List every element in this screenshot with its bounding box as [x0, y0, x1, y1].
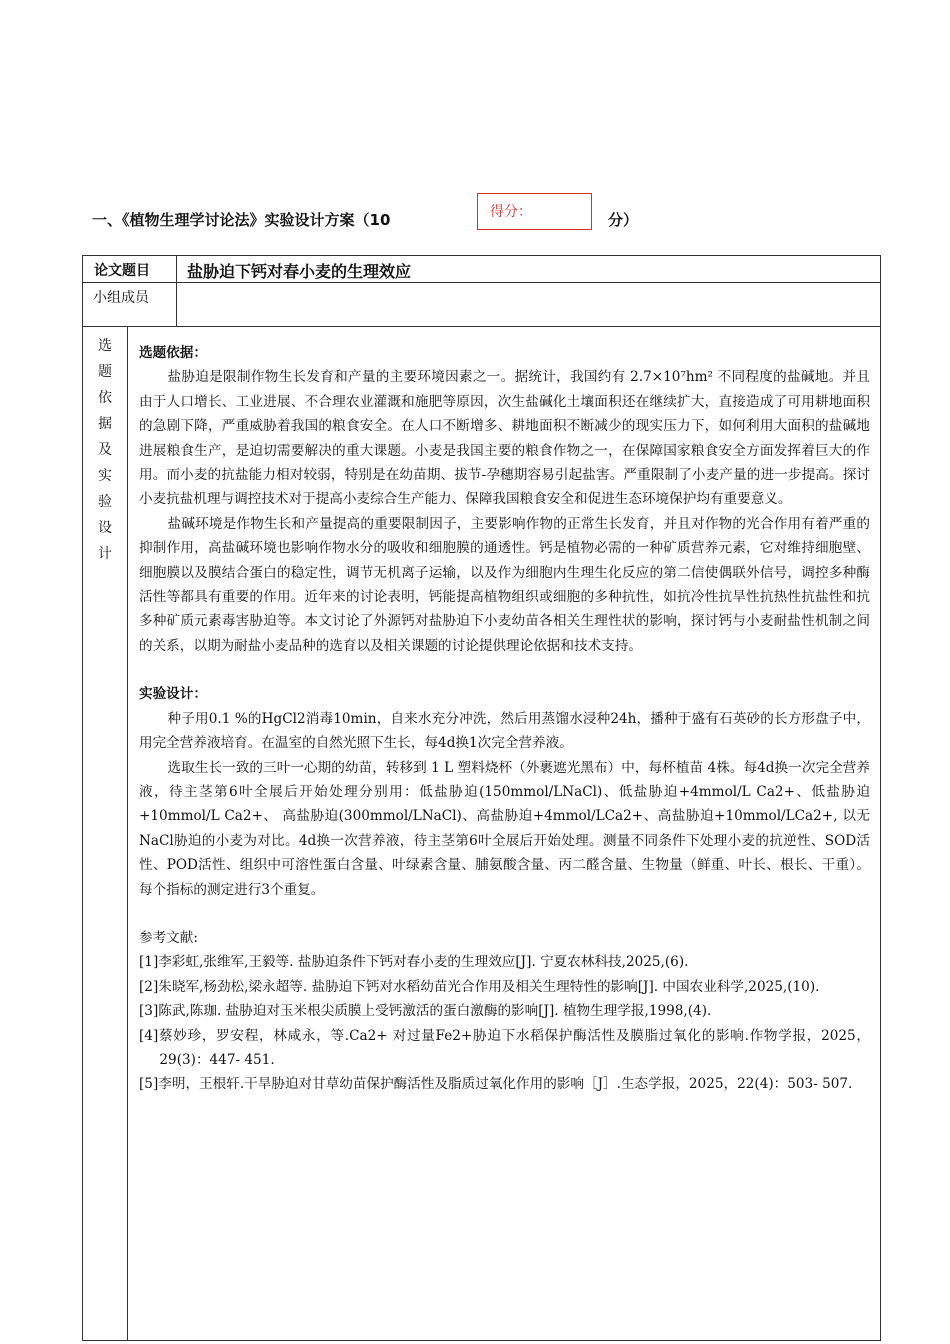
score-box[interactable]: [477, 193, 592, 230]
members-value: [177, 283, 880, 287]
reference-item: [2]朱晓军,杨劲松,梁永超等. 盐胁迫下钙对水稻幼苗光合作用及相关生理特性的影响[J]. 中国农业科学,2025,(10).: [139, 978, 820, 995]
basis-paragraph: 盐胁迫是限制作物生长发育和产量的主要环境因素之一。据统计，我国约有 2.7×10⁷hm² 不同程度的盐碱地。并且由于人口增长、工业进展、不合理农业灌溉和施肥等原因，次生盐碱化土壤面积还在继续扩大，直接造成了可用耕地面积的急剧下降，严重威胁着我国的粮食安全。在人口不断增多、耕地面积不断减少的现实压力下，如何利用大面积的盐碱地进展粮食生产，是迫切需要解决的重大课题。小麦是我国主要的粮食作物之一，在保障国家粮食安全方面发挥着巨大的作用。而小麦的抗盐能力相对较弱，特别是在幼苗期、拔节-孕穗期容易引起盐害。严重限制了小麦产量的进一步提高。探讨小麦抗盐机理与调控技术对于提高小麦综合生产能力、保障我国粮食安全和促进生态环境保护均有重要意义。: [139, 369, 870, 508]
reference-item: [4]蔡妙珍，罗安程，林咸永，等.Ca2+ 对过量Fe2+胁迫下水稻保护酶活性及膜脂过氧化的影响.作物学报，2025，29(3)：447- 451.: [139, 1027, 870, 1068]
section-title: 一、《植物生理学讨论法》实验设计方案（10: [92, 211, 391, 229]
references-title: 参考文献:: [139, 929, 198, 946]
members-label-cell: [83, 283, 177, 327]
topic-label: 论文题目: [94, 263, 150, 279]
section-header: [92, 207, 852, 231]
design-title: 实验设计：: [139, 686, 207, 703]
topic-value: 盐胁迫下钙对春小麦的生理效应: [187, 262, 412, 281]
content-cell: [83, 327, 881, 1341]
basis-title: 选题依据：: [139, 345, 207, 361]
section-label: 选题依据及实验设计: [98, 338, 112, 562]
score-label: 得分：: [490, 204, 532, 220]
members-value-cell[interactable]: [177, 283, 881, 327]
reference-item: [3]陈武,陈珈. 盐胁迫对玉米根尖质膜上受钙激活的蛋白激酶的影响[J]. 植物生理学报,1998,(4).: [139, 1003, 712, 1020]
basis-paragraph: 盐碱环境是作物生长和产量提高的重要限制因子，主要影响作物的正常生长发育，并且对作物的光合作用有着严重的抑制作用，高盐碱环境也影响作物水分的吸收和细胞膜的通透性。钙是植物必需的一种矿质营养元素，它对维持细胞壁、细胞膜以及膜结合蛋白的稳定性，调节无机离子运输，以及作为细胞内生理生化反应的第二信使偶联外信号，调控多种酶活性等都具有重要的作用。近年来的讨论表明，钙能提高植物组织或细胞的多种抗性，如抗冷性抗旱性抗热性抗盐性和抗多种矿质元素毒害胁迫等。本文讨论了外源钙对盐胁迫下小麦幼苗各相关生理性状的影响，探讨钙与小麦耐盐性机制之间的关系，以期为耐盐小麦品种的选育以及相关课题的讨论提供理论依据和技术支持。: [139, 515, 870, 654]
content-body: [83, 327, 880, 1105]
reference-item: [5]李明，王根轩.干旱胁迫对甘草幼苗保护酶活性及脂质过氧化作用的影响［J］.生态学报，2025，22(4)：503- 507.: [139, 1076, 853, 1093]
design-paragraph: 种子用0.1 %的HgCl2消毒10min，自来水充分冲洗，然后用蒸馏水浸种24h，播种于盛有石英砂的长方形盘子中，用完全营养液培育。在温室的自然光照下生长，每4d换1次完全营养液。: [139, 710, 870, 752]
reference-item: [1]李彩虹,张维军,王毅等. 盐胁迫条件下钙对春小麦的生理效应[J]. 宁夏农林科技,2025,(6).: [139, 954, 689, 971]
topic-label-cell: [83, 256, 177, 283]
section-label-cell: [83, 327, 128, 1340]
members-label: 小组成员: [93, 290, 149, 306]
topic-value-cell[interactable]: [177, 256, 881, 283]
design-paragraph: 选取生长一致的三叶一心期的幼苗，转移到 1 L 塑料烧杯（外裹遮光黑布）中，每杯植苗 4株。每4d换一次完全营养液，待主茎第6叶全展后开始处理分别用：低盐胁迫(150mmol/LNaCl)、低盐胁迫+4mmol/L Ca2+、低盐胁迫+10mmol/L Ca2+、 高盐胁迫(300mmol/LNaCl)、高盐胁迫+4mmol/LCa2+、高盐胁迫+10mmol/LCa2+, 以无NaCl胁迫的小麦为对比。4d换一次营养液，待主茎第6叶全展后开始处理。测量不同条件下处理小麦的抗逆性、SOD活性、POD活性、组织中可溶性蛋白含量、叶绿素含量、脯氨酸含量、丙二醛含量、生物量（鲜重、叶长、根长、干重）。每个指标的测定进行3个重复。: [139, 759, 870, 898]
score-suffix: 分）: [608, 211, 639, 229]
design-form-table: [82, 255, 881, 1341]
